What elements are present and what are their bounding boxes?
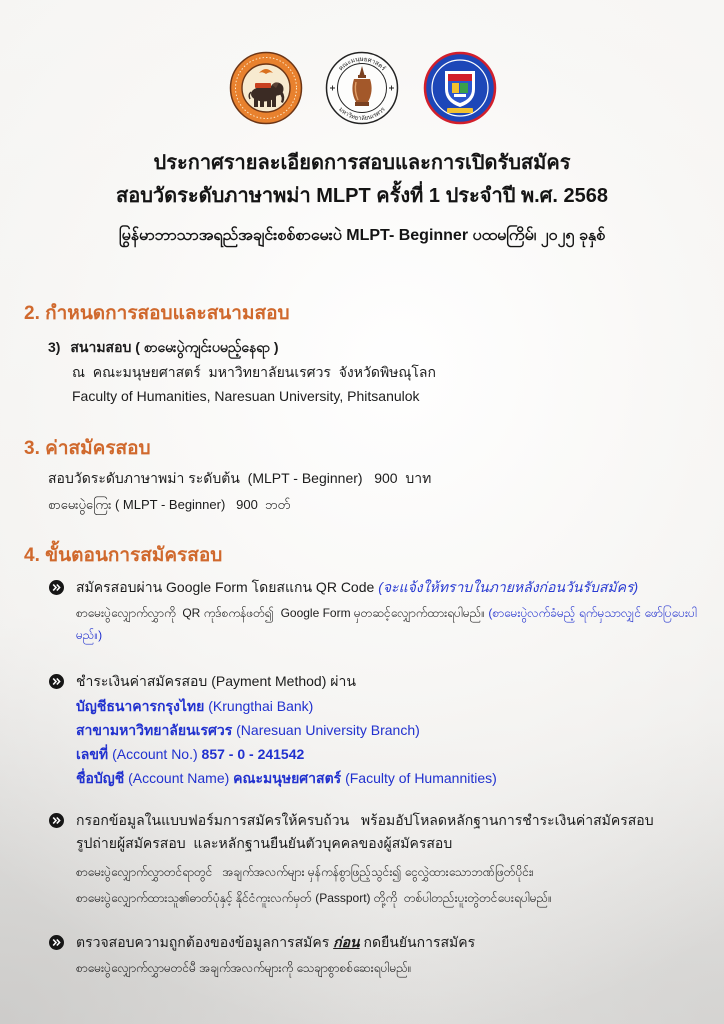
account-name-alt: (Faculty of Humannities) [345, 770, 497, 786]
double-chevron-circle-icon [49, 674, 64, 689]
bank-branch-label: สาขามหาวิทยาลัยนเรศวร [76, 722, 233, 738]
account-name-value: คณะมนุษยศาสตร์ [233, 770, 342, 786]
bank-name-label: บัญชีธนาคารกรุงไทย [76, 698, 205, 714]
logo-text-top: คณะมนุษยศาสตร์ [337, 55, 387, 73]
account-number-english: (Account No.) [112, 746, 198, 762]
naresuan-university-seal-icon [229, 51, 303, 125]
bank-account-name [76, 766, 706, 790]
bank-account-number [76, 742, 706, 766]
step-4-text-after: กดยืนยันการสมัคร [363, 934, 476, 950]
section-4-heading: 4. ขั้นตอนการสมัครสอบ [24, 545, 223, 566]
shield-emblem-icon [423, 51, 497, 125]
title-line-1: ประกาศรายละเอียดการสอบและการเปิดรับสมัคร [153, 152, 571, 174]
double-chevron-circle-icon [49, 580, 64, 595]
account-name-label: ชื่อบัญชี [76, 770, 125, 786]
step-3-thai-line-1: กรอกข้อมูลในแบบฟอร์มการสมัครให้ครบถ้วน พร้อมอัปโหลดหลักฐานการชำระเงินค่าสมัครสอบ [76, 812, 654, 828]
bank-branch [76, 718, 706, 742]
exam-venue-english: Faculty of Humanities, Naresuan University, Phitsanulok [72, 388, 420, 404]
step-1-burmese-note: (စာမေးပွဲလက်ခံမည့် ရက်မှသာလျှင် ဖော်ပြပေးပါမည်။) [76, 606, 697, 642]
step-4-emphasis: ก่อน [333, 934, 360, 950]
step-3-thai-line-2: รูปถ่ายผู้สมัครสอบ และหลักฐานยืนยันตัวบุคคลของผู้สมัครสอบ [76, 835, 453, 851]
step-4-thai [76, 931, 712, 953]
step-1-thai [76, 576, 712, 598]
section-3-heading: 3. ค่าสมัครสอบ [24, 438, 151, 459]
account-number-value: 857 - 0 - 241542 [201, 746, 305, 762]
item-number: 3) [48, 339, 61, 355]
step-4-burmese: စာမေးပွဲလျှောက်လွှာမတင်မီ အချက်အလက်များကို သေချာစွာစစ်ဆေးရပါမည်။ [76, 961, 412, 975]
section-2-heading: 2. กำหนดการสอบและสนามสอบ [24, 303, 290, 324]
double-chevron-circle-icon [49, 813, 64, 828]
account-number-label: เลขที่ [76, 746, 109, 762]
exam-venue-label: สนามสอบ ( စာမေးပွဲကျင်းပမည့်နေရာ ) [70, 339, 279, 355]
title-line-2: สอบวัดระดับภาษาพม่า MLPT ครั้งที่ 1 ประจำปี พ.ศ. 2568 [115, 185, 608, 207]
bank-name [76, 694, 706, 718]
step-3-burmese-line-2: စာမေးပွဲလျှောက်ထားသူ၏ဓာတ်ပုံနှင့် နိုင်ငံကူးလက်မှတ် (Passport) တို့ကို တစ်ပါတည်းပူးတွဲတင်ပေးရပါမည်။ [76, 891, 552, 905]
step-1-burmese [76, 602, 706, 646]
exam-venue-item [48, 336, 688, 358]
announcement-title [20, 147, 704, 253]
step-2-thai: ชำระเงินค่าสมัครสอบ (Payment Method) ผ่าน [76, 673, 356, 689]
faculty-of-humanities-emblem-icon [325, 51, 399, 125]
step-1-burmese-text: စာမေးပွဲလျှောက်လွှာကို QR ကုဒ်စကန်ဖတ်၍ Google Form မှတဆင့်လျှောက်ထားရပါမည်။ [76, 606, 486, 620]
bank-branch-english: (Naresuan University Branch) [236, 722, 420, 738]
account-name-english: (Account Name) [128, 770, 230, 786]
bank-name-english: (Krungthai Bank) [208, 698, 314, 714]
double-chevron-circle-icon [49, 935, 64, 950]
step-4-text-before: ตรวจสอบความถูกต้องของข้อมูลการสมัคร [76, 934, 330, 950]
logo-text-bottom: มหาวิทยาลัยนเรศวร [337, 105, 387, 123]
step-1-text: สมัครสอบผ่าน Google Form โดยสแกน QR Code [76, 579, 375, 595]
exam-venue-thai: ณ คณะมนุษยศาสตร์ มหาวิทยาลัยนเรศวร จังหวัดพิษณุโลก [72, 364, 436, 380]
step-3-burmese-line-1: စာမေးပွဲလျှောက်လွှာတင်ရာတွင် အချက်အလက်များ မှန်ကန်စွာဖြည့်သွင်း၍ ငွေလွှဲထားသောဘဏ်ဖြတ်ပိုင်း၊ [76, 865, 534, 879]
title-line-3-burmese: မြန်မာဘာသာအရည်အချင်းစစ်စာမေးပွဲ MLPT- Beginner ပထမကြိမ်၊ ၂၀၂၅ ခုနှစ် [118, 227, 606, 244]
exam-fee-thai: สอบวัดระดับภาษาพม่า ระดับต้น (MLPT - Beginner) 900 บาท [48, 470, 432, 486]
step-1-note: (จะแจ้งให้ทราบในภายหลังก่อนวันรับสมัคร) [378, 579, 639, 595]
exam-fee-burmese: စာမေးပွဲကြေး ( MLPT - Beginner) 900 ဘတ် [48, 497, 291, 512]
